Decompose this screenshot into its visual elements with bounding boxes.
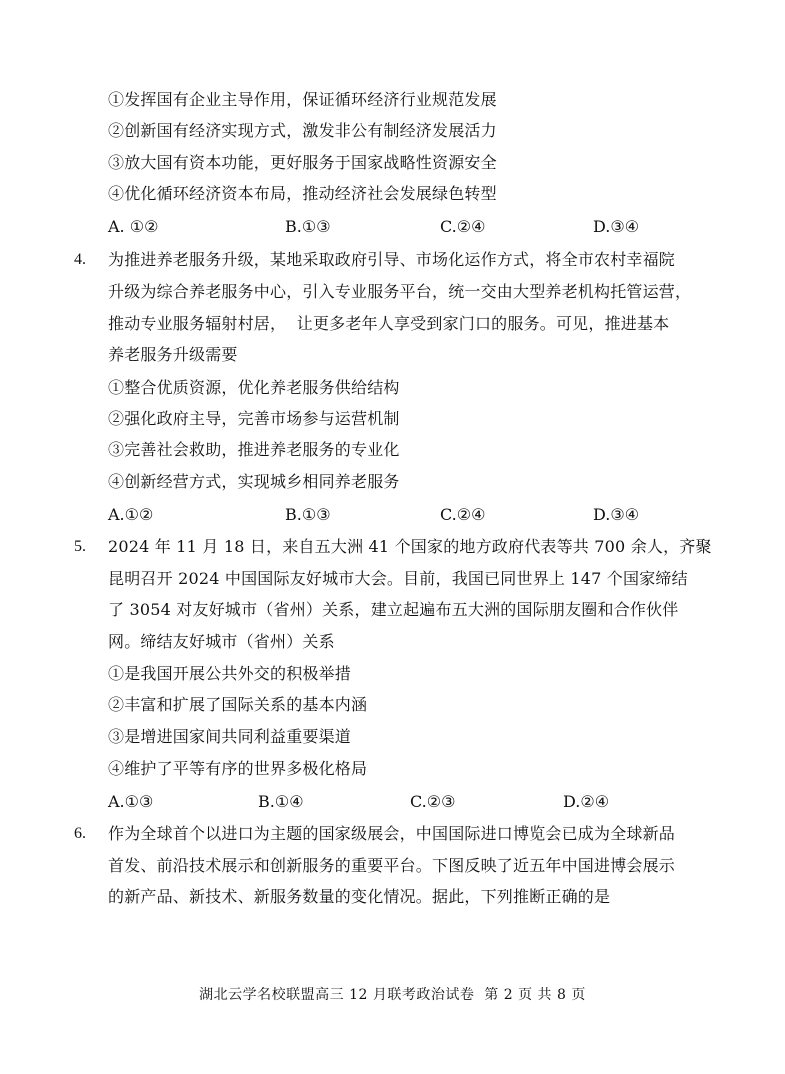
q5-stem-line-3: 了 3054 对友好城市（省州）关系，建立起遍布五大洲的国际朋友圈和合作伙伴 [108,600,679,619]
q5-option-b: B.①④ [258,792,304,811]
q5-option-d: D.②④ [563,792,610,811]
q5-statement-2: ②丰富和扩展了国际关系的基本内涵 [108,695,368,714]
q3-option-d: D.③④ [593,217,640,236]
q5-number: 5. [74,538,86,555]
q3-statement-3: ③放大国有资本功能，更好服务于国家战略性资源安全 [108,153,497,172]
q4-stem-line-2: 升级为综合养老服务中心，引入专业服务平台，统一交由大型养老机构托管运营， [108,282,692,301]
q4-option-a: A.①② [108,505,154,524]
q4-option-d: D.③④ [593,505,640,524]
q5-stem-line-1: 2024 年 11 月 18 日，来自五大洲 41 个国家的地方政府代表等共 700 余人，齐聚 [108,537,712,556]
q4-statement-4: ④创新经营方式，实现城乡相同养老服务 [108,472,400,491]
q4-option-c: C.②④ [440,505,486,524]
q5-option-a: A.①③ [108,792,154,811]
q4-stem-line-4: 养老服务升级需要 [108,345,238,364]
q3-statement-2: ②创新国有经济实现方式，激发非公有制经济发展活力 [108,121,497,140]
q6-number: 6. [74,825,86,842]
q3-option-a: A. ①② [108,217,159,236]
q5-stem-line-2: 昆明召开 2024 中国国际友好城市大会。目前，我国已同世界上 147 个国家缔结 [108,569,688,588]
q3-option-c: C.②④ [440,217,486,236]
q3-statement-1: ①发挥国有企业主导作用，保证循环经济行业规范发展 [108,90,497,109]
q3-statement-4: ④优化循环经济资本布局，推动经济社会发展绿色转型 [108,184,497,203]
q5-option-c: C.②③ [410,792,456,811]
q4-statement-2: ②强化政府主导，完善市场参与运营机制 [108,409,400,428]
q5-statement-1: ①是我国开展公共外交的积极举措 [108,664,352,683]
q5-stem-line-4: 网。缔结友好城市（省州）关系 [108,632,335,651]
q6-stem-line-1: 作为全球首个以进口为主题的国家级展会，中国国际进口博览会已成为全球新品 [108,824,676,843]
q4-statement-3: ③完善社会救助，推进养老服务的专业化 [108,440,400,459]
q4-statement-1: ①整合优质资源，优化养老服务供给结构 [108,378,400,397]
q5-statement-4: ④维护了平等有序的世界多极化格局 [108,759,368,778]
q6-stem-line-3: 的新产品、新技术、新服务数量的变化情况。据此，下列推断正确的是 [108,887,611,906]
q4-stem-line-1: 为推进养老服务升级，某地采取政府引导、市场化运作方式，将全市农村幸福院 [108,250,676,269]
q4-number: 4. [74,251,86,268]
q6-stem-line-2: 首发、前沿技术展示和创新服务的重要平台。下图反映了近五年中国进博会展示 [108,856,676,875]
page-footer: 湖北云学名校联盟高三 12 月联考政治试卷 第 2 页 共 8 页 [199,987,586,1003]
q5-statement-3: ③是增进国家间共同利益重要渠道 [108,727,352,746]
q4-stem-line-3: 推动专业服务辐射村居， 让更多老年人享受到家门口的服务。可见，推进基本 [108,314,670,333]
q4-option-b: B.①③ [285,505,331,524]
q3-option-b: B.①③ [285,217,331,236]
